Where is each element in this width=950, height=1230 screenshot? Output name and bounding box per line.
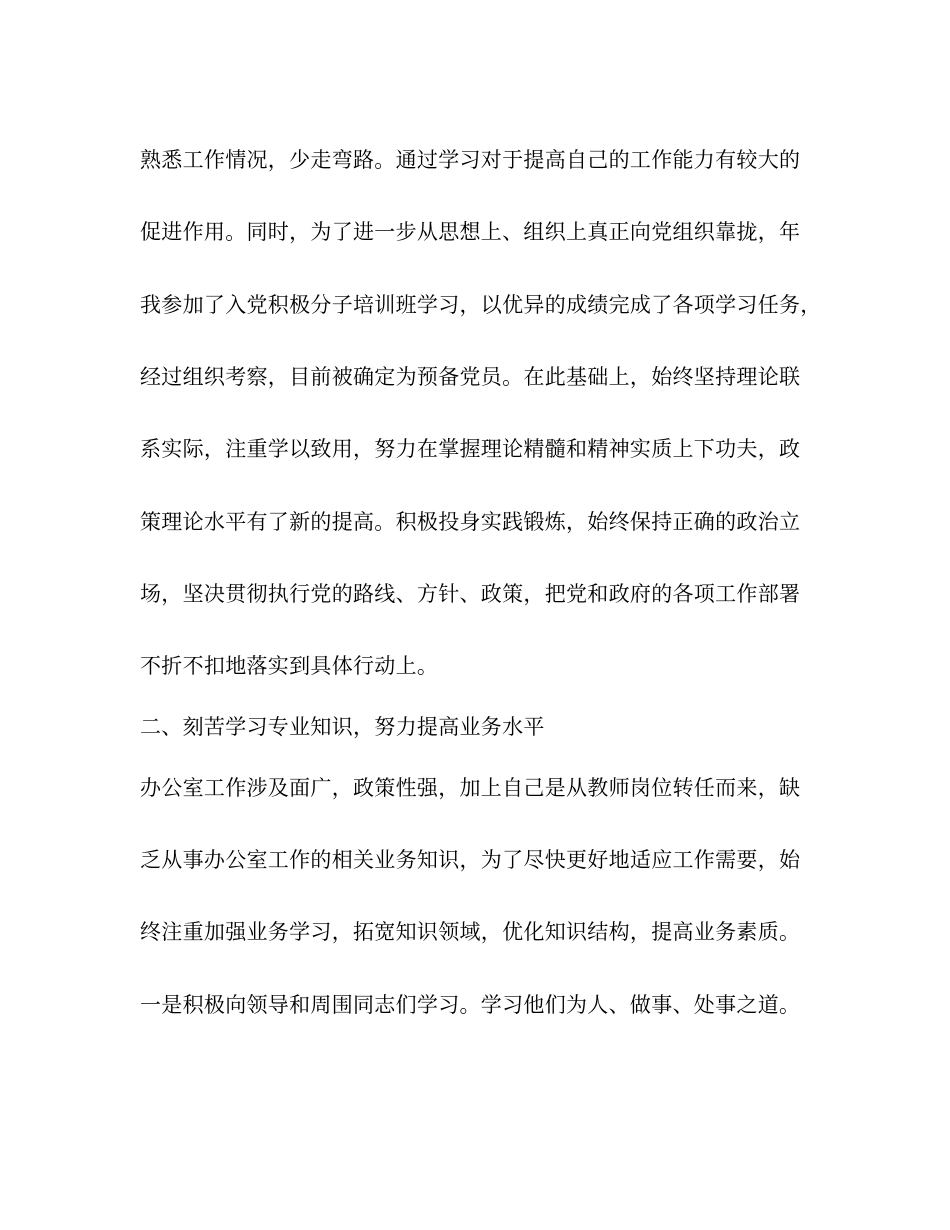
paragraph-line: 熟悉工作情况，少走弯路。通过学习对于提高自己的工作能力有较大的 [140,148,801,172]
paragraph-line: 系实际，注重学以致用，努力在掌握理论精髓和精神实质上下功夫，政 [140,437,801,461]
paragraph-line: 我参加了入党积极分子培训班学习，以优异的成绩完成了各项学习任务， [140,293,822,317]
paragraph-line: 场，坚决贯彻执行党的路线、方针、政策，把党和政府的各项工作部署 [140,582,801,606]
paragraph-line: 一是积极向领导和周围同志们学习。学习他们为人、做事、处事之道。 [140,993,801,1017]
paragraph-line: 终注重加强业务学习，拓宽知识领域，优化知识结构，提高业务素质。 [140,920,801,944]
paragraph-line: 办公室工作涉及面广，政策性强，加上自己是从教师岗位转任而来，缺 [140,776,801,800]
paragraph-line: 策理论水平有了新的提高。积极投身实践锻炼，始终保持正确的政治立 [140,510,801,534]
paragraph-line: 不折不扣地落实到具体行动上。 [140,654,439,678]
paragraph-line: 乏从事办公室工作的相关业务知识，为了尽快更好地适应工作需要，始 [140,848,801,872]
section-heading: 二、刻苦学习专业知识，努力提高业务水平 [140,715,545,739]
paragraph-line: 促进作用。同时，为了进一步从思想上、组织上真正向党组织靠拢，年 [140,220,801,244]
paragraph-line: 经过组织考察，目前被确定为预备党员。在此基础上，始终坚持理论联 [140,365,801,389]
